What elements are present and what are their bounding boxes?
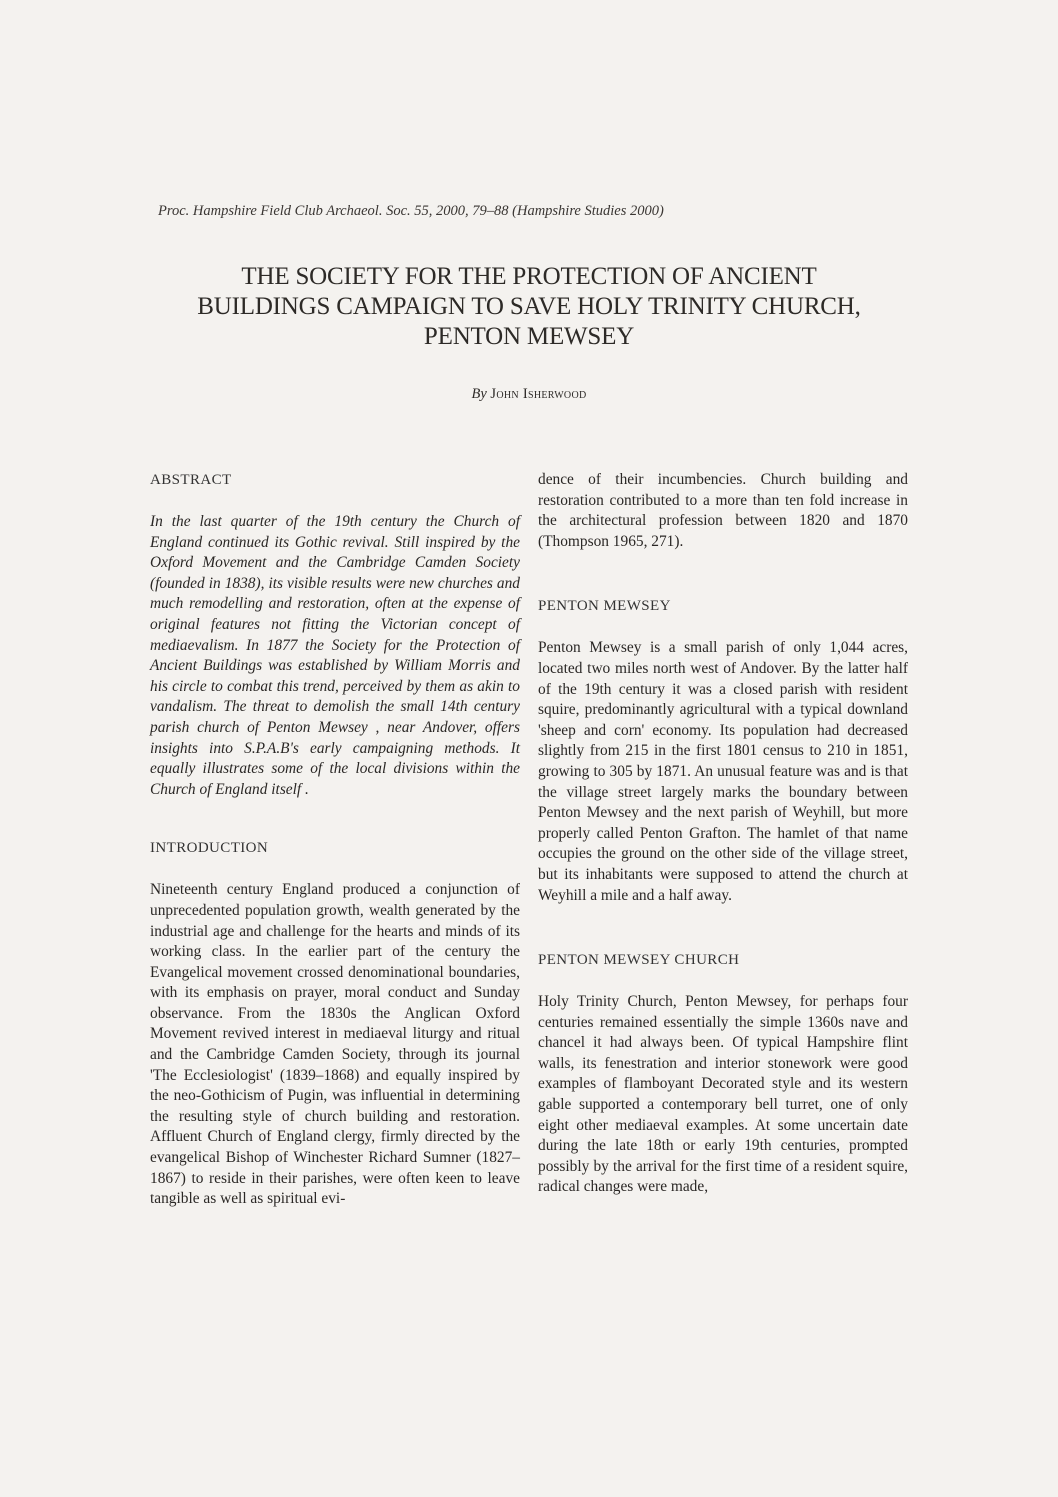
byline	[100, 386, 958, 403]
title-line-1: THE SOCIETY FOR THE PROTECTION OF ANCIENT	[241, 263, 817, 290]
journal-reference: Proc. Hampshire Field Club Archaeol. Soc. 55, 2000, 79–88 (Hampshire Studies 2000)	[158, 203, 664, 219]
left-column	[150, 470, 520, 1210]
right-column	[538, 470, 908, 1198]
title-line-2: BUILDINGS CAMPAIGN TO SAVE HOLY TRINITY CHURCH,	[197, 293, 861, 320]
introduction-heading: INTRODUCTION	[150, 840, 269, 857]
penton-mewsey-heading: PENTON MEWSEY	[538, 598, 671, 615]
introduction-text: Nineteenth century England produced a conjunction of unprecedented population growth, wealth generated by the industrial age and challenge for the hearts and minds of its working class. In the earlier part of the century the Evangelical movement crossed denominational boundaries, with its emphasis on prayer, moral conduct and Sunday observance. From the 1830s the Anglican Oxford Movement revived interest in mediaeval liturgy and ritual and the Cambridge Camden Society, through its journal 'The Ecclesiologist' (1839–1868) and equally inspired by the neo-Gothicism of Pugin, was influential in determining the resulting style of church building and restoration. Affluent Church of England clergy, firmly directed by the evangelical Bishop of Winchester Richard Sumner (1827–1867) to reside in their parishes, were often keen to leave tangible as well as spiritual evi-	[150, 881, 520, 1208]
title-line-3: PENTON MEWSEY	[423, 323, 635, 350]
church-text: Holy Trinity Church, Penton Mewsey, for perhaps four centuries remained essentially the simple 1360s nave and chancel it had always been. Of typical Hampshire flint walls, its fenestration and interior stonework were good examples of flamboyant Decorated style and its western gable supported a contemporary bell turret, one of only eight other mediaeval examples. At some uncertain date during the late 18th or early 19th centuries, prompted possibly by the arrival for the first time of a resident squire, radical changes were made,	[538, 993, 908, 1196]
article-title	[100, 262, 958, 352]
abstract-text: In the last quarter of the 19th century the Church of England continued its Gothic revival. Still inspired by the Oxford Movement and the Cambridge Camden Society (founded in 1838), its visible results were new churches and much remodelling and restoration, often at the expense of original features not fitting the Victorian concept of mediaevalism. In 1877 the Society for the Protection of Ancient Buildings was established by William Morris and his circle to combat this trend, perceived by them as akin to vandalism. The threat to demolish the small 14th century parish church of Penton Mewsey , near Andover, offers insights into S.P.A.B's early campaigning methods. It equally illustrates some of the local divisions within the Church of England itself .	[150, 513, 520, 798]
penton-mewsey-text: Penton Mewsey is a small parish of only 1,044 acres, located two miles north west of Andover. By the latter half of the 19th century it was a closed parish with resident squire, predominantly agricultural with a typical downland 'sheep and corn' economy. Its population had decreased slightly from 215 in the first 1801 census to 210 in 1851, growing to 305 by 1871. An unusual feature was and is that the village street largely marks the boundary between Penton Mewsey and the next parish of Weyhill, but more properly called Penton Grafton. The hamlet of that name occupies the ground on the other side of the village street, but its inhabitants were supposed to attend the church at Weyhill a mile and a half away.	[538, 639, 908, 904]
church-heading: PENTON MEWSEY CHURCH	[538, 952, 740, 969]
abstract-heading: ABSTRACT	[150, 472, 232, 488]
introduction-continuation: dence of their incumbencies. Church building and restoration contributed to a more than ten fold increase in the architectural profession between 1820 and 1870 (Thompson 1965, 271).	[538, 471, 908, 550]
byline-prefix: By	[471, 386, 487, 402]
author-name: John Isherwood	[490, 386, 587, 402]
